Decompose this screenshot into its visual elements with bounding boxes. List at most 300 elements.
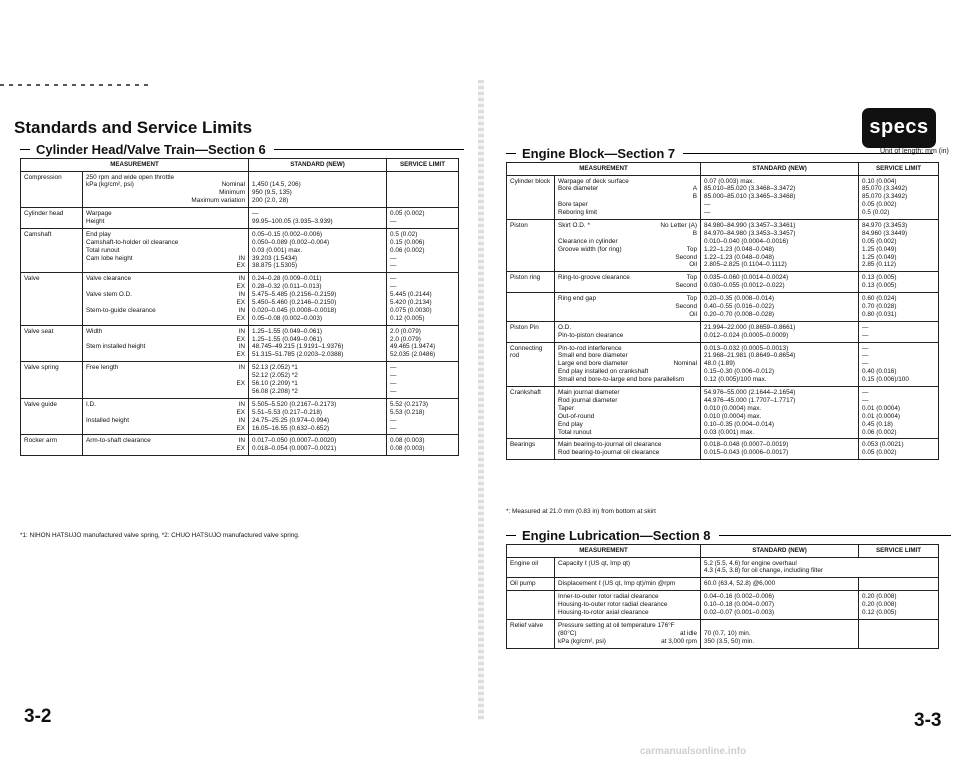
table-row — [507, 439, 939, 460]
measurement-line — [86, 336, 245, 344]
standard-value: 60.0 (63.4, 52.8) @6,000 — [704, 580, 776, 588]
row-label: Engine oil — [507, 557, 555, 578]
service-limit-value: 0.13 (0.005) — [862, 274, 897, 282]
standard-value: 48.745–49.215 (1.9191–1.9376) — [252, 343, 344, 351]
cylinder-head-spec-table — [20, 158, 459, 456]
service-limit-value: 0.70 (0.028) — [862, 303, 897, 311]
standard-value: 0.018–0.054 (0.0007–0.0021) — [252, 445, 337, 453]
measurement-cell — [83, 398, 249, 435]
measurement-line — [86, 351, 245, 359]
measurement-qualifier: at idle — [679, 629, 698, 637]
service-limit-value: 0.13 (0.005) — [862, 282, 897, 290]
standard-value: 0.03 (0.001) max. — [704, 428, 755, 436]
measurement-line — [558, 209, 697, 217]
service-limit-cell — [859, 175, 939, 219]
section-title: Engine Block—Section 7 — [522, 146, 676, 161]
measurement-line — [86, 255, 245, 263]
standard-cell — [249, 228, 387, 272]
standard-value: 1.25–1.55 (0.049–0.061) — [252, 335, 323, 343]
table-row — [21, 171, 459, 208]
measurement-qualifier: IN — [238, 416, 246, 424]
row-label: Cylinder head — [21, 208, 83, 229]
measurement-line — [86, 197, 245, 205]
measurement-line — [558, 193, 697, 201]
measurement-text: Reboring limit — [558, 209, 598, 217]
page-number-left: 3-2 — [24, 706, 52, 727]
service-limit-value: 0.01 (0.0004) — [862, 412, 901, 420]
measurement-text: Width — [86, 327, 103, 335]
measurement-text: 250 rpm and wide open throttle — [86, 173, 175, 181]
measurement-text: Warpage of deck surface — [558, 177, 629, 185]
measurement-qualifier: A — [692, 185, 698, 193]
measurement-line — [558, 222, 697, 230]
standard-cell — [701, 342, 859, 386]
measurement-cell — [555, 321, 701, 342]
standard-value: 24.75–25.25 (0.974–0.994) — [252, 416, 330, 424]
row-label: Valve spring — [21, 362, 83, 399]
service-limit-cell — [859, 293, 939, 322]
table-row — [21, 325, 459, 362]
measurement-qualifier: Top — [686, 295, 698, 303]
measurement-qualifier: EX — [236, 351, 246, 359]
measurement-cell — [555, 591, 701, 620]
measurement-qualifier: Nominal — [221, 181, 246, 189]
table-row — [21, 273, 459, 325]
measurement-line — [558, 560, 697, 568]
standard-value: 0.28–0.32 (0.011–0.013) — [252, 283, 322, 291]
measurement-qualifier: EX — [236, 314, 246, 322]
measurement-line — [558, 201, 697, 209]
measurement-text: Clearance in cylinder — [558, 237, 618, 245]
measurement-line — [86, 189, 245, 197]
measurement-line — [558, 295, 697, 303]
service-limit-cell — [859, 439, 939, 460]
service-limit-value: 2.85 (0.112) — [862, 261, 897, 269]
service-limit-cell — [387, 362, 459, 399]
standard-cell — [249, 398, 387, 435]
standard-cell — [701, 439, 859, 460]
row-label — [507, 293, 555, 322]
service-limit-value: — — [390, 380, 397, 388]
measurement-line — [558, 421, 697, 429]
standard-value: 0.02–0.07 (0.001–0.003) — [704, 609, 775, 617]
measurement-text: Small end bore diameter — [558, 352, 628, 360]
standard-value: 1,450 (14.5, 206) — [252, 181, 301, 189]
table-row — [21, 362, 459, 399]
measurement-text: Pin-to-rod interference — [558, 344, 622, 352]
standard-cell — [701, 387, 859, 439]
measurement-text: End play installed on crankshaft — [558, 368, 649, 376]
service-limit-value: 0.40 (0.016) — [862, 368, 897, 376]
standard-value: 0.07 (0.003) max. — [704, 177, 755, 185]
measurement-text: Valve stem O.D. — [86, 291, 133, 299]
measurement-line — [558, 311, 697, 319]
measurement-cell — [83, 208, 249, 229]
standard-value: 0.03 (0.001) max. — [252, 246, 303, 254]
standard-value: 0.035–0.060 (0.0014–0.0024) — [704, 274, 789, 282]
service-limit-value: — — [390, 283, 397, 291]
header-service-limit: SERVICE LIMIT — [859, 163, 939, 176]
service-limit-value: 0.12 (0.005) — [862, 609, 897, 617]
service-limit-value: 5.52 (0.2173) — [390, 400, 429, 408]
header-measurement: MEASUREMENT — [507, 545, 701, 558]
service-limit-cell — [859, 591, 939, 620]
service-limit-cell — [387, 325, 459, 362]
row-label: Valve seat — [21, 325, 83, 362]
measurement-text: Main bearing-to-journal oil clearance — [558, 441, 662, 449]
standard-value: 52.13 (2.052) *1 — [252, 364, 298, 372]
standard-value: 0.40–0.55 (0.016–0.022) — [704, 303, 775, 311]
measurement-line — [558, 376, 697, 384]
measurement-cell — [555, 175, 701, 219]
service-limit-value — [390, 181, 455, 189]
table-row — [507, 557, 939, 578]
measurement-text: End play — [86, 230, 111, 238]
service-limit-cell — [387, 228, 459, 272]
row-label: Oil pump — [507, 578, 555, 591]
table-row — [507, 619, 939, 648]
measurement-text: Main journal diameter — [558, 389, 620, 397]
standard-value: 5.475–5.485 (0.2156–0.2159) — [252, 291, 337, 299]
measurement-text: Warpage — [86, 210, 112, 218]
service-limit-cell — [859, 272, 939, 293]
standard-value: 51.315–51.785 (2.0203–2.0388) — [252, 351, 344, 359]
header-standard: STANDARD (NEW) — [701, 545, 859, 558]
row-label: Rocker arm — [21, 435, 83, 456]
measurement-cell — [555, 557, 701, 578]
row-label — [507, 591, 555, 620]
service-limit-value: 0.05 (0.002) — [862, 201, 897, 209]
standard-value: — — [704, 201, 711, 209]
standard-value: — — [252, 210, 259, 218]
table-row — [21, 208, 459, 229]
measurement-line — [86, 417, 245, 425]
service-limit-value: 52.035 (2.0486) — [390, 351, 436, 359]
measurement-line — [558, 178, 697, 186]
standard-value: 0.050–0.089 (0.002–0.004) — [252, 238, 330, 246]
service-limit-value: 84.960 (3.3449) — [862, 229, 908, 237]
measurement-cell — [555, 387, 701, 439]
header-standard: STANDARD (NEW) — [701, 163, 859, 176]
standard-cell — [249, 273, 387, 325]
standard-value: 0.12 (0.005)/100 max. — [704, 376, 767, 384]
service-limit-value: 0.075 (0.0030) — [390, 306, 432, 314]
row-label: Piston — [507, 220, 555, 272]
footnote-skirt-measurement: *: Measured at 21.0 mm (0.83 in) from bottom at skirt — [506, 508, 656, 515]
measurement-line — [558, 274, 697, 282]
service-limit-value: 0.20 (0.008) — [862, 601, 897, 609]
standard-cell — [249, 435, 387, 456]
service-limit-value: 0.06 (0.002) — [390, 246, 425, 254]
measurement-qualifier: IN — [238, 306, 246, 314]
service-limit-value — [390, 197, 455, 205]
standard-cell — [701, 591, 859, 620]
service-limit-value: — — [390, 262, 397, 270]
standard-value: 0.018–0.048 (0.0007–0.0019) — [704, 441, 789, 449]
header-service-limit: SERVICE LIMIT — [859, 545, 939, 558]
measurement-text: Valve clearance — [86, 275, 131, 283]
measurement-line — [86, 445, 245, 453]
measurement-text: Housing-to-outer rotor radial clearance — [558, 601, 668, 609]
measurement-line — [86, 364, 245, 372]
measurement-qualifier: Second — [675, 282, 698, 290]
table-row — [21, 435, 459, 456]
scan-artifact — [0, 84, 150, 86]
table-row — [507, 272, 939, 293]
standard-value: 16.05–16.55 (0.632–0.652) — [252, 424, 330, 432]
measurement-qualifier: IN — [238, 327, 246, 335]
service-limit-value: 85.070 (3.3492) — [862, 185, 908, 193]
service-limit-value: — — [390, 364, 397, 372]
standard-cell — [249, 362, 387, 399]
measurement-text: Housing-to-rotor axial clearance — [558, 609, 649, 617]
standard-cell — [249, 325, 387, 362]
table-row — [507, 578, 939, 591]
measurement-qualifier: Maximum variation — [191, 197, 246, 205]
measurement-text: Bore taper — [558, 201, 588, 209]
measurement-text: Out-of-round — [558, 412, 595, 420]
measurement-line — [86, 425, 245, 433]
measurement-text: Inner-to-outer rotor radial clearance — [558, 593, 659, 601]
measurement-line — [86, 262, 245, 270]
standard-value: 39.203 (1.5434) — [252, 254, 298, 262]
service-limit-value — [862, 580, 935, 588]
measurement-cell — [83, 228, 249, 272]
measurement-text: Ring end gap — [558, 295, 597, 303]
service-limit-cell — [387, 273, 459, 325]
measurement-line — [558, 352, 697, 360]
standard-value: 0.010–0.040 (0.0004–0.0016) — [704, 237, 789, 245]
service-limit-value: 5.420 (0.2134) — [390, 299, 432, 307]
section-heading-lubrication — [506, 528, 951, 543]
service-limit-value: 5.445 (0.2144) — [390, 291, 432, 299]
standard-value: 0.04–0.16 (0.002–0.006) — [704, 593, 775, 601]
service-limit-value: 2.0 (0.079) — [390, 327, 421, 335]
measurement-line — [86, 247, 245, 255]
measurement-line — [86, 437, 245, 445]
standard-value: 1.25–1.55 (0.049–0.061) — [252, 327, 323, 335]
standard-value: 0.05–0.08 (0.002–0.003) — [252, 314, 323, 322]
service-limit-cell — [859, 321, 939, 342]
standard-value: 0.010 (0.0004) max. — [704, 404, 762, 412]
service-limit-value: — — [862, 344, 869, 352]
standard-cell — [249, 208, 387, 229]
standard-value — [252, 174, 383, 182]
standard-cell — [701, 557, 939, 578]
measurement-text: Skirt O.D. * — [558, 222, 590, 230]
header-standard: STANDARD (NEW) — [249, 159, 387, 172]
service-limit-value — [862, 630, 935, 638]
service-limit-cell — [387, 398, 459, 435]
standard-value — [704, 622, 855, 630]
standard-value: 70 (0.7, 10) min. — [704, 629, 751, 637]
standard-value: 0.017–0.050 (0.0007–0.0020) — [252, 437, 337, 445]
page-title: Standards and Service Limits — [14, 118, 253, 137]
measurement-text: (80°C) — [558, 629, 577, 637]
measurement-text: Rod bearing-to-journal oil clearance — [558, 449, 660, 457]
standard-value: 0.030–0.055 (0.0012–0.022) — [704, 282, 785, 290]
header-measurement: MEASUREMENT — [507, 163, 701, 176]
row-label: Compression — [21, 171, 83, 208]
measurement-qualifier: Minimum — [219, 189, 246, 197]
service-limit-value: — — [390, 416, 397, 424]
measurement-line — [86, 343, 245, 351]
measurement-cell — [83, 325, 249, 362]
table-row — [21, 398, 459, 435]
measurement-qualifier: IN — [238, 291, 246, 299]
standard-value: 0.15–0.30 (0.006–0.012) — [704, 368, 775, 376]
measurement-line — [558, 185, 697, 193]
measurement-line — [86, 231, 245, 239]
measurement-line — [558, 567, 697, 575]
measurement-qualifier: B — [692, 229, 698, 237]
measurement-cell — [83, 362, 249, 399]
measurement-qualifier: EX — [236, 424, 246, 432]
measurement-line — [558, 230, 697, 238]
service-limit-value: — — [390, 254, 397, 262]
table-row — [507, 591, 939, 620]
measurement-text: Large end bore diameter — [558, 360, 628, 368]
measurement-line — [558, 441, 697, 449]
measurement-line — [86, 328, 245, 336]
standard-value: 48.0 (1.89) — [704, 360, 735, 368]
measurement-line — [86, 210, 245, 218]
service-limit-value: 85.070 (3.3492) — [862, 193, 908, 201]
measurement-text: Stem-to-guide clearance — [86, 306, 156, 314]
measurement-text: Groove width (for ring) — [558, 245, 622, 253]
table-row — [507, 293, 939, 322]
measurement-text: Displacement ℓ (US qt, Imp qt)/min @rpm — [558, 580, 676, 588]
measurement-text: Pin-to-piston clearance — [558, 331, 624, 339]
measurement-line — [86, 291, 245, 299]
measurement-line — [558, 405, 697, 413]
measurement-text: Stem installed height — [86, 343, 146, 351]
measurement-line — [558, 593, 697, 601]
row-label: Crankshaft — [507, 387, 555, 439]
measurement-line — [558, 303, 697, 311]
table-row — [507, 175, 939, 219]
service-limit-cell — [859, 387, 939, 439]
measurement-cell — [555, 619, 701, 648]
standard-value: 85.000–85.010 (3.3465–3.3468) — [704, 193, 796, 201]
measurement-qualifier: IN — [238, 364, 246, 372]
standard-value: 0.015–0.043 (0.0006–0.0017) — [704, 449, 789, 457]
service-limit-value: 1.25 (0.049) — [862, 253, 897, 261]
service-limit-value: 0.60 (0.024) — [862, 295, 897, 303]
standard-value: 84.970–84.980 (3.3453–3.3457) — [704, 229, 796, 237]
table-row — [507, 387, 939, 439]
measurement-qualifier: IN — [238, 275, 246, 283]
measurement-line — [558, 246, 697, 254]
row-label: Valve — [21, 273, 83, 325]
measurement-line — [86, 409, 245, 417]
measurement-line — [558, 638, 697, 646]
measurement-line — [86, 275, 245, 283]
measurement-cell — [555, 220, 701, 272]
measurement-qualifier: Oil — [689, 310, 698, 318]
service-limit-cell — [859, 619, 939, 648]
measurement-text: Taper — [558, 404, 574, 412]
section-heading-engine-block — [506, 146, 933, 161]
row-label: Camshaft — [21, 228, 83, 272]
service-limit-value: 0.08 (0.003) — [390, 445, 425, 453]
standard-cell — [701, 578, 859, 591]
standard-value: 0.013–0.032 (0.0005–0.0013) — [704, 344, 789, 352]
service-limit-cell — [859, 342, 939, 386]
standard-cell — [701, 293, 859, 322]
service-limit-value — [390, 174, 455, 182]
standard-value: 0.20–0.70 (0.008–0.028) — [704, 310, 775, 318]
measurement-qualifier: Second — [675, 303, 698, 311]
service-limit-value: 0.15 (0.006)/100 — [862, 376, 909, 384]
standard-value: 350 (3.5, 50) min. — [704, 637, 755, 645]
standard-value: 85.010–85.020 (3.3468–3.3472) — [704, 185, 796, 193]
measurement-cell — [555, 293, 701, 322]
measurement-cell — [83, 273, 249, 325]
service-limit-cell — [387, 435, 459, 456]
measurement-qualifier: EX — [236, 283, 246, 291]
standard-value: 5.505–5.520 (0.2167–0.2173) — [252, 400, 337, 408]
measurement-line — [558, 397, 697, 405]
measurement-text: Cam lobe height — [86, 254, 133, 262]
measurement-line — [558, 413, 697, 421]
standard-cell — [701, 272, 859, 293]
service-limit-value: 84.970 (3.3453) — [862, 222, 908, 230]
service-limit-value: — — [390, 275, 397, 283]
measurement-text: Camshaft-to-holder oil clearance — [86, 238, 179, 246]
measurement-line — [558, 261, 697, 269]
measurement-qualifier: Oil — [689, 261, 698, 269]
row-label: Cylinder block — [507, 175, 555, 219]
measurement-line — [86, 315, 245, 323]
measurement-cell — [555, 439, 701, 460]
service-limit-value: 0.45 (0.18) — [862, 420, 893, 428]
service-limit-cell — [387, 208, 459, 229]
measurement-line — [558, 622, 697, 630]
service-limit-value: 0.10 (0.004) — [862, 177, 897, 185]
measurement-line — [86, 174, 245, 182]
standard-cell — [701, 175, 859, 219]
section-title: Cylinder Head/Valve Train—Section 6 — [36, 142, 266, 157]
measurement-line — [558, 254, 697, 262]
measurement-line — [86, 299, 245, 307]
measurement-text: Installed height — [86, 416, 129, 424]
row-label: Piston Pin — [507, 321, 555, 342]
page-number-right: 3-3 — [914, 710, 942, 731]
standard-value: 200 (2.0, 28) — [252, 197, 289, 205]
service-limit-value: 0.05 (0.002) — [862, 237, 897, 245]
measurement-cell — [555, 272, 701, 293]
measurement-qualifier: at 3,000 rpm — [661, 637, 698, 645]
measurement-text: Rod journal diameter — [558, 396, 618, 404]
standard-value: 38.875 (1.5305) — [252, 262, 298, 270]
service-limit-value: 0.80 (0.031) — [862, 310, 897, 318]
measurement-text: Total runout — [558, 428, 592, 436]
measurement-qualifier: EX — [236, 299, 246, 307]
measurement-line — [558, 238, 697, 246]
measurement-line — [86, 218, 245, 226]
measurement-text: Small end bore-to-large end bore parallelism — [558, 376, 685, 384]
service-limit-value: 0.5 (0.02) — [390, 230, 418, 238]
service-limit-value: — — [862, 331, 869, 339]
measurement-line — [558, 449, 697, 457]
measurement-line — [558, 609, 697, 617]
service-limit-value: — — [390, 387, 397, 395]
measurement-cell — [555, 342, 701, 386]
service-limit-value: 0.01 (0.0004) — [862, 404, 901, 412]
measurement-line — [558, 630, 697, 638]
service-limit-cell — [387, 171, 459, 208]
